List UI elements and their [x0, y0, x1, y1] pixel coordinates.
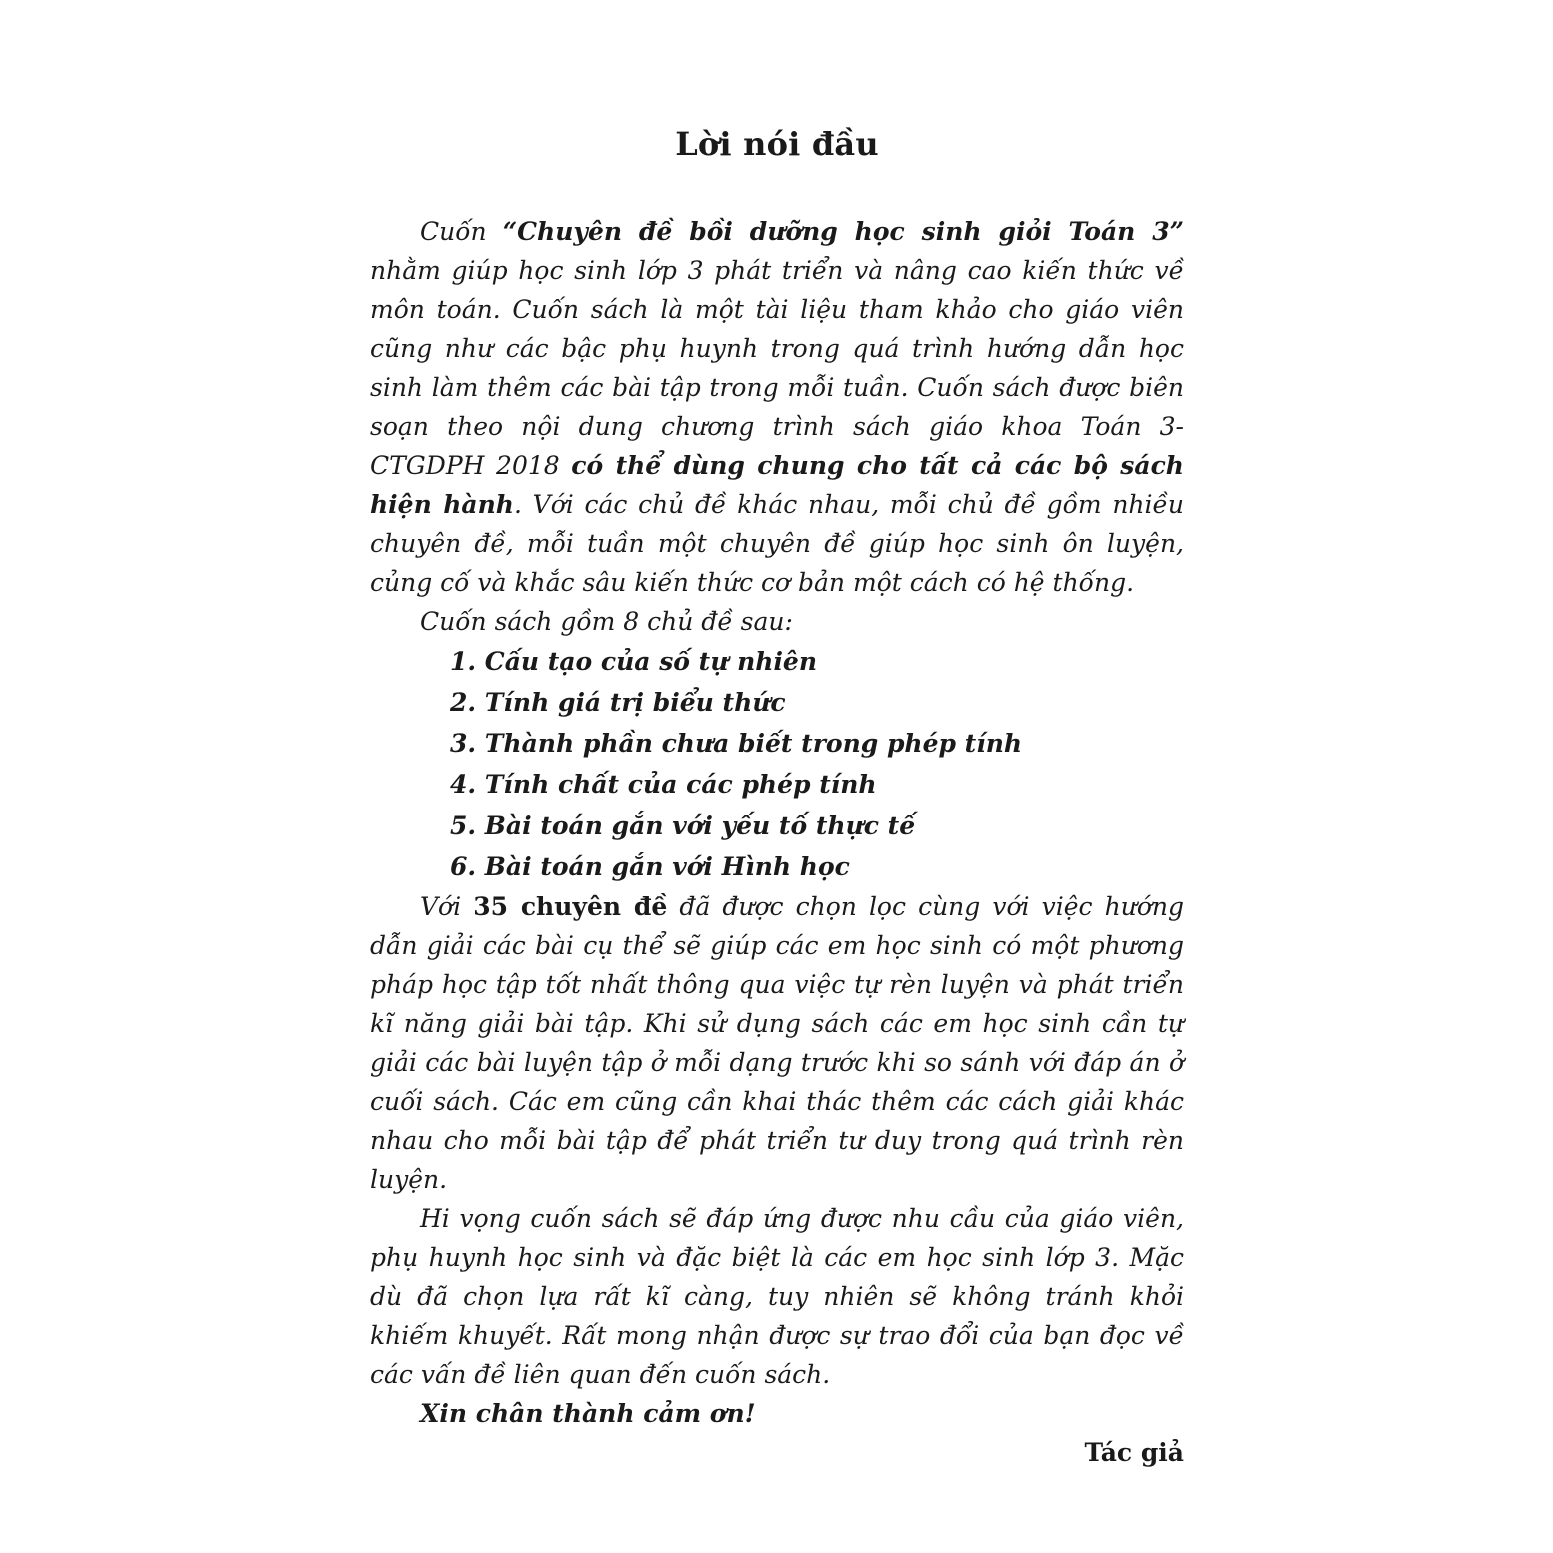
- book-title: “Chuyên đề bồi dưỡng học sinh giỏi Toán 3”: [502, 217, 1184, 246]
- thanks-line: Xin chân thành cảm ơn!: [420, 1399, 756, 1428]
- list-item: 1. Cấu tạo của số tự nhiên: [450, 647, 818, 676]
- intro-paragraph: [370, 212, 1184, 602]
- method-paragraph: [370, 887, 1184, 1199]
- author-signature: Tác giả: [1084, 1438, 1184, 1467]
- intro-text-start: Cuốn: [420, 217, 503, 246]
- intro-emphasis: có thể dùng chung cho tất cả các bộ sách hiện hành: [370, 451, 1184, 519]
- page-title: Lời nói đầu: [675, 125, 879, 163]
- hope-paragraph: Hi vọng cuốn sách sẽ đáp ứng được nhu cầu của giáo viên, phụ huynh học sinh và đặc biệt là các em học sinh lớp 3. Mặc dù đã chọn lựa rất kĩ càng, tuy nhiên sẽ không tránh khỏi khiếm khuyết. Rất mong nhận được sự trao đổi của bạn đọc về các vấn đề liên quan đến cuốn sách.: [370, 1204, 1184, 1389]
- intro-text-middle: nhằm giúp học sinh lớp 3 phát triển và nâng cao kiến thức về môn toán. Cuốn sách là một tài liệu tham khảo cho giáo viên cũng như các bậc phụ huynh trong quá trình hướng dẫn học sinh làm thêm các bài tập trong mỗi tuần. Cuốn sách được biên soạn theo nội dung chương trình sách giáo khoa Toán 3-CTGDPH 2018: [370, 256, 1184, 480]
- list-item: 4. Tính chất của các phép tính: [450, 770, 877, 799]
- list-item: 3. Thành phần chưa biết trong phép tính: [450, 729, 1023, 758]
- topic-list: [370, 641, 1184, 887]
- preface-page: [370, 118, 1184, 1472]
- list-item: 6. Bài toán gắn với Hình học: [450, 852, 850, 881]
- list-item: 2. Tính giá trị biểu thức: [450, 688, 786, 717]
- topic-count: 35 chuyên đề: [473, 892, 668, 921]
- intro-text-end: . Với các chủ đề khác nhau, mỗi chủ đề gồm nhiều chuyên đề, mỗi tuần một chuyên đề giúp học sinh ôn luyện, củng cố và khắc sâu kiến thức cơ bản một cách có hệ thống.: [370, 490, 1185, 597]
- topics-intro: Cuốn sách gồm 8 chủ đề sau:: [420, 607, 793, 636]
- list-item: 5. Bài toán gắn với yếu tố thực tế: [450, 811, 916, 840]
- method-text-start: Với: [420, 892, 474, 921]
- method-text-end: đã được chọn lọc cùng với việc hướng dẫn giải các bài cụ thể sẽ giúp các em học sinh có một phương pháp học tập tốt nhất thông qua việc tự rèn luyện và phát triển kĩ năng giải bài tập. Khi sử dụng sách các em học sinh cần tự giải các bài luyện tập ở mỗi dạng trước khi so sánh với đáp án ở cuối sách. Các em cũng cần khai thác thêm các cách giải khác nhau cho mỗi bài tập để phát triển tư duy trong quá trình rèn luyện.: [370, 892, 1184, 1194]
